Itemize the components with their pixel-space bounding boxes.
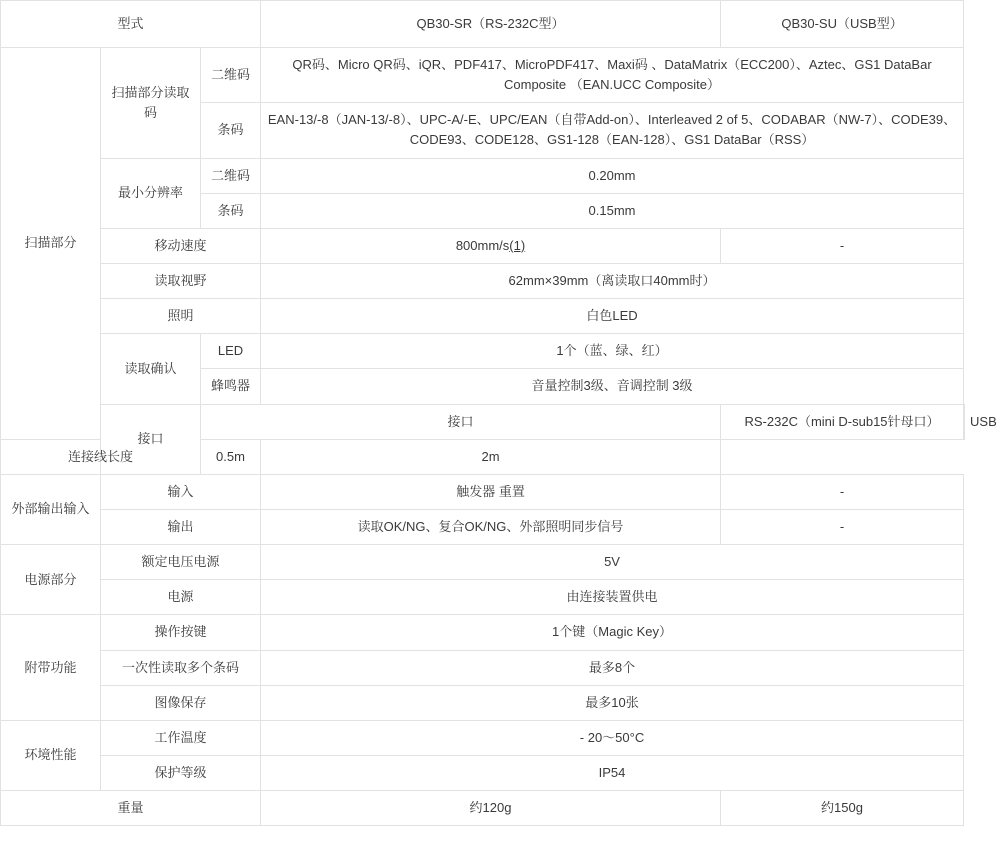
table-row (1, 509, 965, 544)
table-row (1, 580, 965, 615)
label-bar-code: 条码 (201, 103, 261, 158)
subcategory-read-confirm: 读取确认 (101, 334, 201, 404)
label-bar-resolution: 条码 (201, 193, 261, 228)
label-rated-voltage: 额定电压电源 (101, 545, 261, 580)
table-row (1, 334, 965, 369)
category-power: 电源部分 (1, 545, 101, 615)
table-row (1, 685, 965, 720)
subcategory-read-code: 扫描部分读取码 (101, 48, 201, 159)
value-interface-sr: RS-232C（mini D-sub15针母口） (721, 404, 964, 439)
label-move-speed: 移动速度 (101, 228, 261, 263)
value-external-output-su: - (721, 509, 964, 544)
table-row (1, 791, 965, 826)
category-environment: 环境性能 (1, 720, 101, 790)
table-row (1, 474, 965, 509)
value-field-of-view: 62mm×39mm（离读取口40mm时） (261, 263, 964, 298)
value-illumination: 白色LED (261, 299, 964, 334)
label-field-of-view: 读取视野 (101, 263, 261, 298)
move-speed-value: 800mm/s (455, 237, 510, 253)
subcategory-resolution: 最小分辨率 (101, 158, 201, 228)
table-row (1, 228, 965, 263)
table-row (1, 545, 965, 580)
table-row (1, 404, 965, 439)
label-external-input: 输入 (101, 474, 261, 509)
label-image-save: 图像保存 (101, 685, 261, 720)
label-multi-read: 一次性读取多个条码 (101, 650, 261, 685)
value-bar-code-types: EAN-13/-8（JAN-13/-8）、UPC-A/-E、UPC/EAN（自带Add-on）、Interleaved 2 of 5、CODABAR（NW-7）、CODE39、CODE93、CODE128、GS1-128（EAN-128）、GS1 DataBar（RSS） (261, 103, 964, 158)
table-row (1, 755, 965, 790)
label-qr-code: 二维码 (201, 48, 261, 103)
table-row (1, 650, 965, 685)
value-move-speed-sr (261, 228, 721, 263)
header-model-su: QB30-SU（USB型） (721, 1, 964, 48)
value-image-save: 最多10张 (261, 685, 964, 720)
value-cable-length-su: 2m (261, 439, 721, 474)
value-buzzer: 音量控制3级、音调控制 3级 (261, 369, 964, 404)
value-weight-su: 约150g (721, 791, 964, 826)
value-external-input-sr: 触发器 重置 (261, 474, 721, 509)
value-operation-button: 1个键（Magic Key） (261, 615, 964, 650)
table-row (1, 299, 965, 334)
label-buzzer: 蜂鸣器 (201, 369, 261, 404)
label-external-output: 输出 (101, 509, 261, 544)
category-interface: 接口 (101, 404, 201, 474)
value-cable-length-sr: 0.5m (201, 439, 261, 474)
label-operation-button: 操作按键 (101, 615, 261, 650)
value-qr-code-types: QR码、Micro QR码、iQR、PDF417、MicroPDF417、Maxi码 、DataMatrix（ECC200）、Aztec、GS1 DataBar Composite （EAN.UCC Composite） (261, 48, 964, 103)
value-bar-resolution: 0.15mm (261, 193, 964, 228)
category-scan: 扫描部分 (1, 48, 101, 440)
label-qr-resolution: 二维码 (201, 158, 261, 193)
table-header-row (1, 1, 965, 48)
label-led: LED (201, 334, 261, 369)
value-external-output-sr: 读取OK/NG、复合OK/NG、外部照明同步信号 (261, 509, 721, 544)
table-row (1, 720, 965, 755)
label-operating-temperature: 工作温度 (101, 720, 261, 755)
label-weight: 重量 (1, 791, 261, 826)
category-features: 附带功能 (1, 615, 101, 720)
header-model-sr: QB30-SR（RS-232C型） (261, 1, 721, 48)
table-row (1, 48, 965, 103)
value-move-speed-su: - (721, 228, 964, 263)
label-illumination: 照明 (101, 299, 261, 334)
label-power-source: 电源 (101, 580, 261, 615)
label-interface: 接口 (201, 404, 721, 439)
value-operating-temperature: - 20～50°C (261, 720, 964, 755)
value-protection-rating: IP54 (261, 755, 964, 790)
table-row (1, 158, 965, 193)
table-row (1, 615, 965, 650)
value-weight-sr: 约120g (261, 791, 721, 826)
value-qr-resolution: 0.20mm (261, 158, 964, 193)
value-power-source: 由连接装置供电 (261, 580, 964, 615)
value-multi-read: 最多8个 (261, 650, 964, 685)
value-interface-su: USB (970, 413, 997, 429)
value-rated-voltage: 5V (261, 545, 964, 580)
label-cable-length: 连接线长度 (1, 439, 201, 474)
table-row (1, 263, 965, 298)
table-header (1, 1, 965, 48)
table-body (1, 48, 997, 826)
label-protection-rating: 保护等级 (101, 755, 261, 790)
value-external-input-su: - (721, 474, 964, 509)
header-model-label: 型式 (1, 1, 261, 48)
value-led: 1个（蓝、绿、红） (261, 334, 964, 369)
move-speed-footnote: (1) (509, 237, 526, 253)
category-external-io: 外部输出输入 (1, 474, 101, 544)
